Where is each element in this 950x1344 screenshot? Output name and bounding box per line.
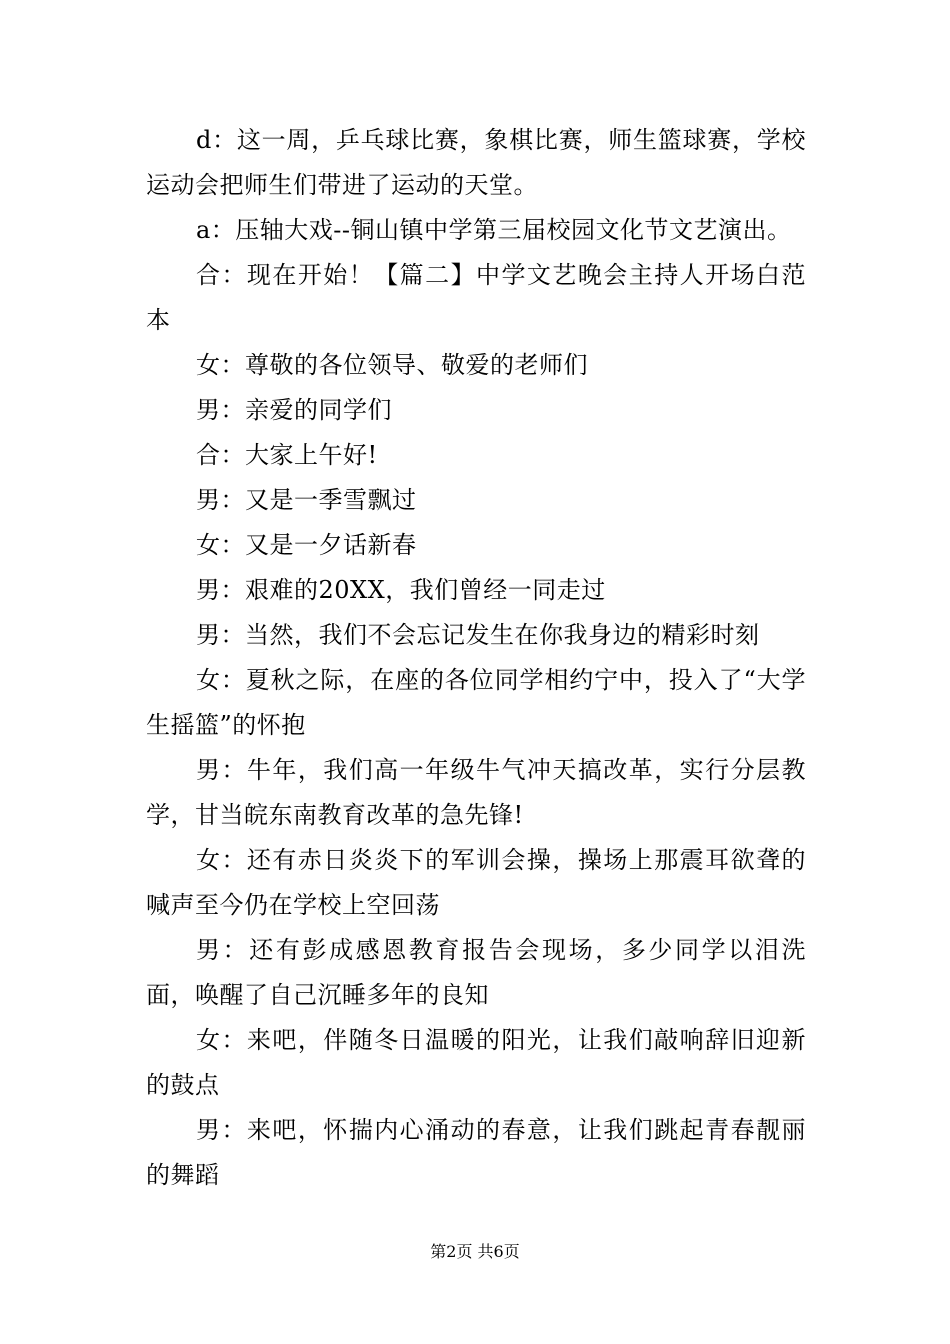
paragraph: 男：牛年，我们高一年级牛气冲天搞改革，实行分层教学，甘当皖东南教育改革的急先锋! [146,756,806,829]
paragraph: 女：又是一夕话新春 [196,531,417,559]
paragraph: 合：大家上午好! [196,441,378,469]
page-footer: 第2页 共6页 [430,1242,520,1261]
paragraph: 男：来吧，怀揣内心涌动的春意，让我们跳起青春靓丽的舞蹈 [146,1116,806,1189]
paragraph: 男：又是一季雪飘过 [196,486,417,514]
document-body [146,118,806,1198]
paragraph: 男：当然，我们不会忘记发生在你我身边的精彩时刻 [196,621,760,649]
paragraph: 女：还有赤日炎炎下的军训会操，操场上那震耳欲聋的喊声至今仍在学校上空回荡 [146,846,806,919]
paragraph: 女：夏秋之际，在座的各位同学相约宁中，投入了“大学生摇篮”的怀抱 [146,666,806,739]
paragraph: 合：现在开始！【篇二】中学文艺晚会主持人开场白范本 [146,261,806,334]
paragraph: 女：来吧，伴随冬日温暖的阳光，让我们敲响辞旧迎新的鼓点 [146,1026,806,1099]
paragraph: d：这一周，乒乓球比赛，象棋比赛，师生篮球赛，学校运动会把师生们带进了运动的天堂。 [146,126,806,199]
paragraph: 女：尊敬的各位领导、敬爱的老师们 [196,351,588,379]
paragraph: 男：亲爱的同学们 [196,396,392,424]
paragraph: 男：还有彭成感恩教育报告会现场，多少同学以泪洗面，唤醒了自己沉睡多年的良知 [146,936,806,1009]
paragraph: a：压轴大戏--铜山镇中学第三届校园文化节文艺演出。 [196,216,792,244]
paragraph: 男：艰难的20XX，我们曾经一同走过 [196,576,606,604]
